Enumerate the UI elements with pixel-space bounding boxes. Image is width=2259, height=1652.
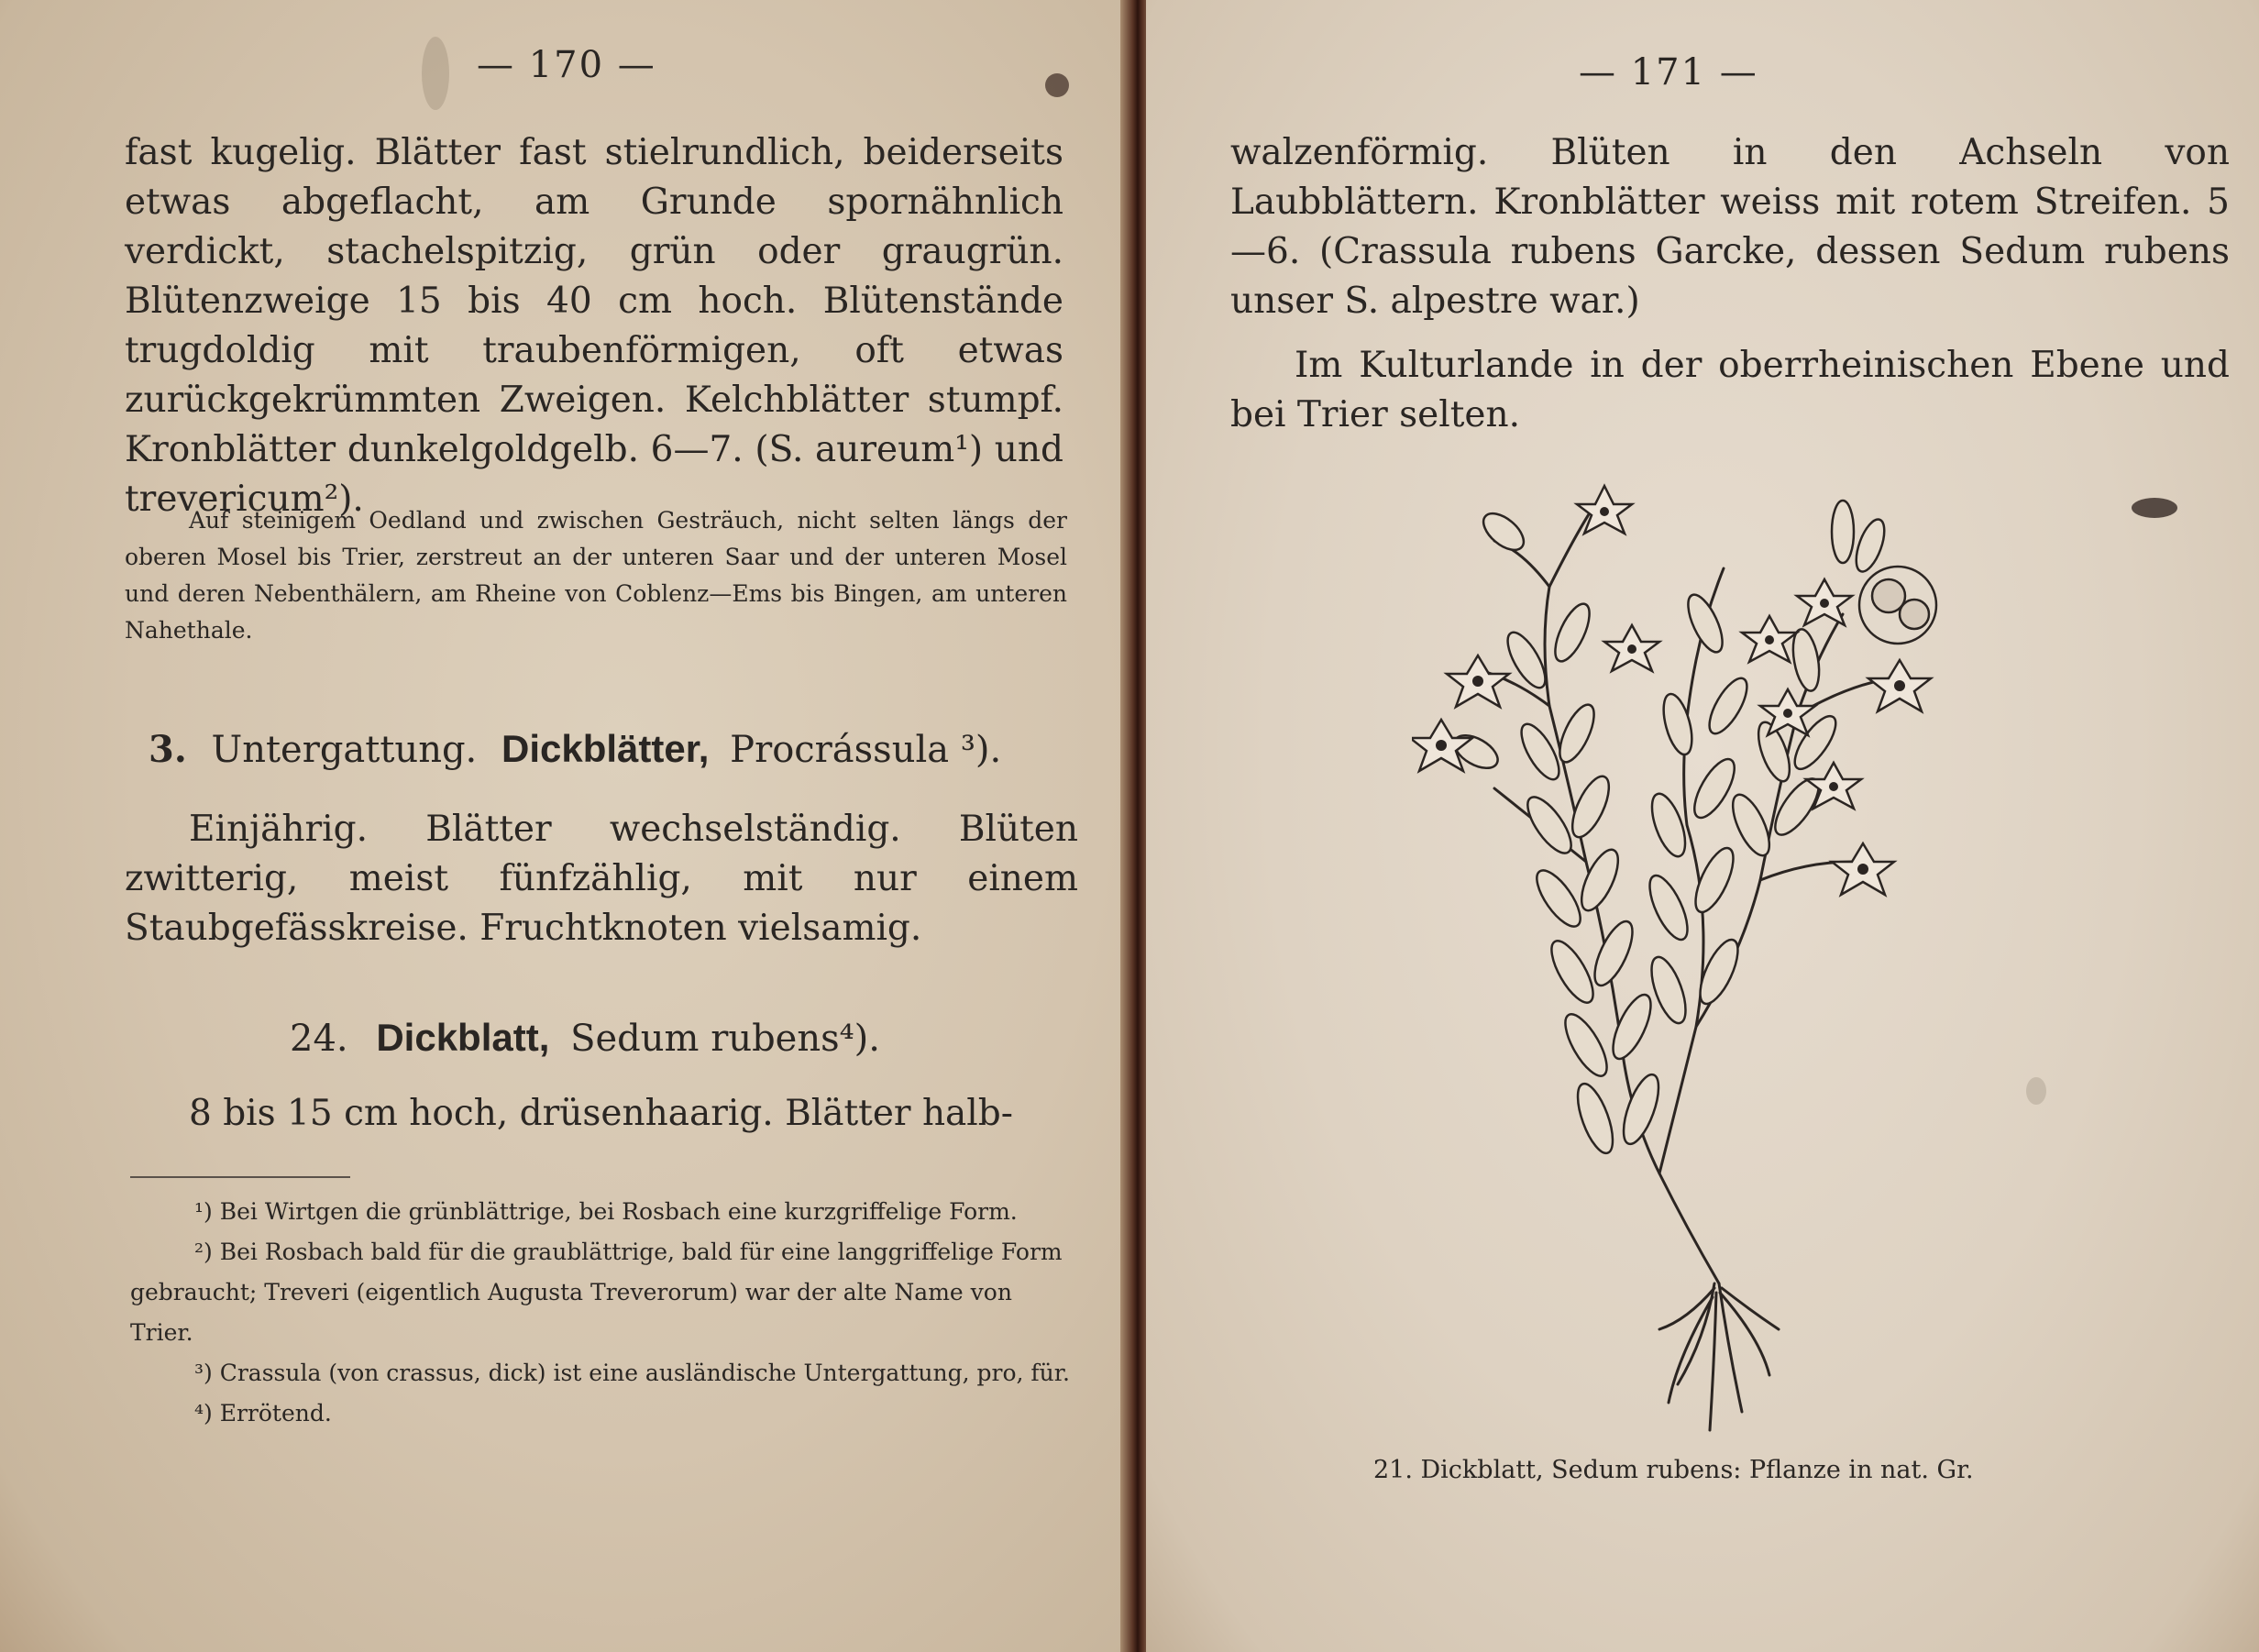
ink-spot [1045, 73, 1069, 97]
species-heading: 24. Dickblatt, Sedum rubens⁴). [290, 1016, 880, 1060]
ink-spot [2132, 498, 2177, 518]
right-page [1146, 0, 2259, 1652]
footnote-1: ¹) Bei Wirtgen die grünblättrige, bei Rosbach eine kurzgriffelige Form. [194, 1198, 1018, 1225]
page-number-left: — 170 — [477, 44, 656, 86]
footnote-4: ⁴) Errötend. [194, 1400, 332, 1426]
page-stain [2026, 1077, 2046, 1105]
footnotes [130, 1192, 1079, 1434]
species-description: 8 bis 15 cm hoch, drüsenhaarig. Blätter halb- [189, 1093, 1013, 1134]
right-continuation-text: walzenförmig. Blüten in den Achseln von Laubblättern. Kronblätter weiss mit rotem Streifen. 5—6. (Crassula rubens Garcke, dessen Sedum rubens unser S. alpestre war.) [1230, 132, 2230, 322]
right-habitat-text: Im Kulturlande in der oberrheinischen Ebene und bei Trier selten. [1230, 345, 2230, 435]
footnote-2: ²) Bei Rosbach bald für die graublättrige, bald für eine langgriffelige Form gebraucht; Treveri (eigentlich Augusta Treverorum) war der alte Name von Trier. [130, 1239, 1063, 1346]
left-continuation-text: fast kugelig. Blätter fast stielrundlich, beiderseits etwas abgeflacht, am Grunde spornähnlich verdickt, stachelspitzig, grün oder graugrün. Blütenzweige 15 bis 40 cm hoch. Blütenstände trugdoldig mit traubenförmigen, oft etwas zurückgekrümmten Zweigen. Kelchblätter stumpf. Kronblätter dunkelgoldgelb. 6—7. (S. aureum¹) und trevericum²). [125, 132, 1063, 520]
footnote-rule [130, 1176, 350, 1178]
left-habitat-text: Auf steinigem Oedland und zwischen Gesträuch, nicht selten längs der oberen Mosel bis Trier, zerstreut an der unteren Saar und der unteren Mosel und deren Nebenthälern, am Rheine von Coblenz—Ems bis Bingen, am unteren Nahethale. [125, 507, 1067, 644]
subgenus-description: Einjährig. Blätter wechselständig. Blüten zwitterig, meist fünfzählig, mit nur einem Staubgefässkreise. Fruchtknoten vielsamig. [125, 809, 1078, 949]
footnote-3: ³) Crassula (von crassus, dick) ist eine ausländische Untergattung, pro, für. [194, 1360, 1070, 1386]
page-number-right: — 171 — [1579, 51, 1758, 94]
figure-caption: 21. Dickblatt, Sedum rubens: Pflanze in nat. Gr. [1373, 1456, 1974, 1484]
subgenus-heading: 3. Untergattung. Dickblätter, Procrássula ³). [149, 727, 1002, 771]
page-stain [422, 37, 449, 110]
sedum-rubens-illustration [1412, 477, 1980, 1439]
